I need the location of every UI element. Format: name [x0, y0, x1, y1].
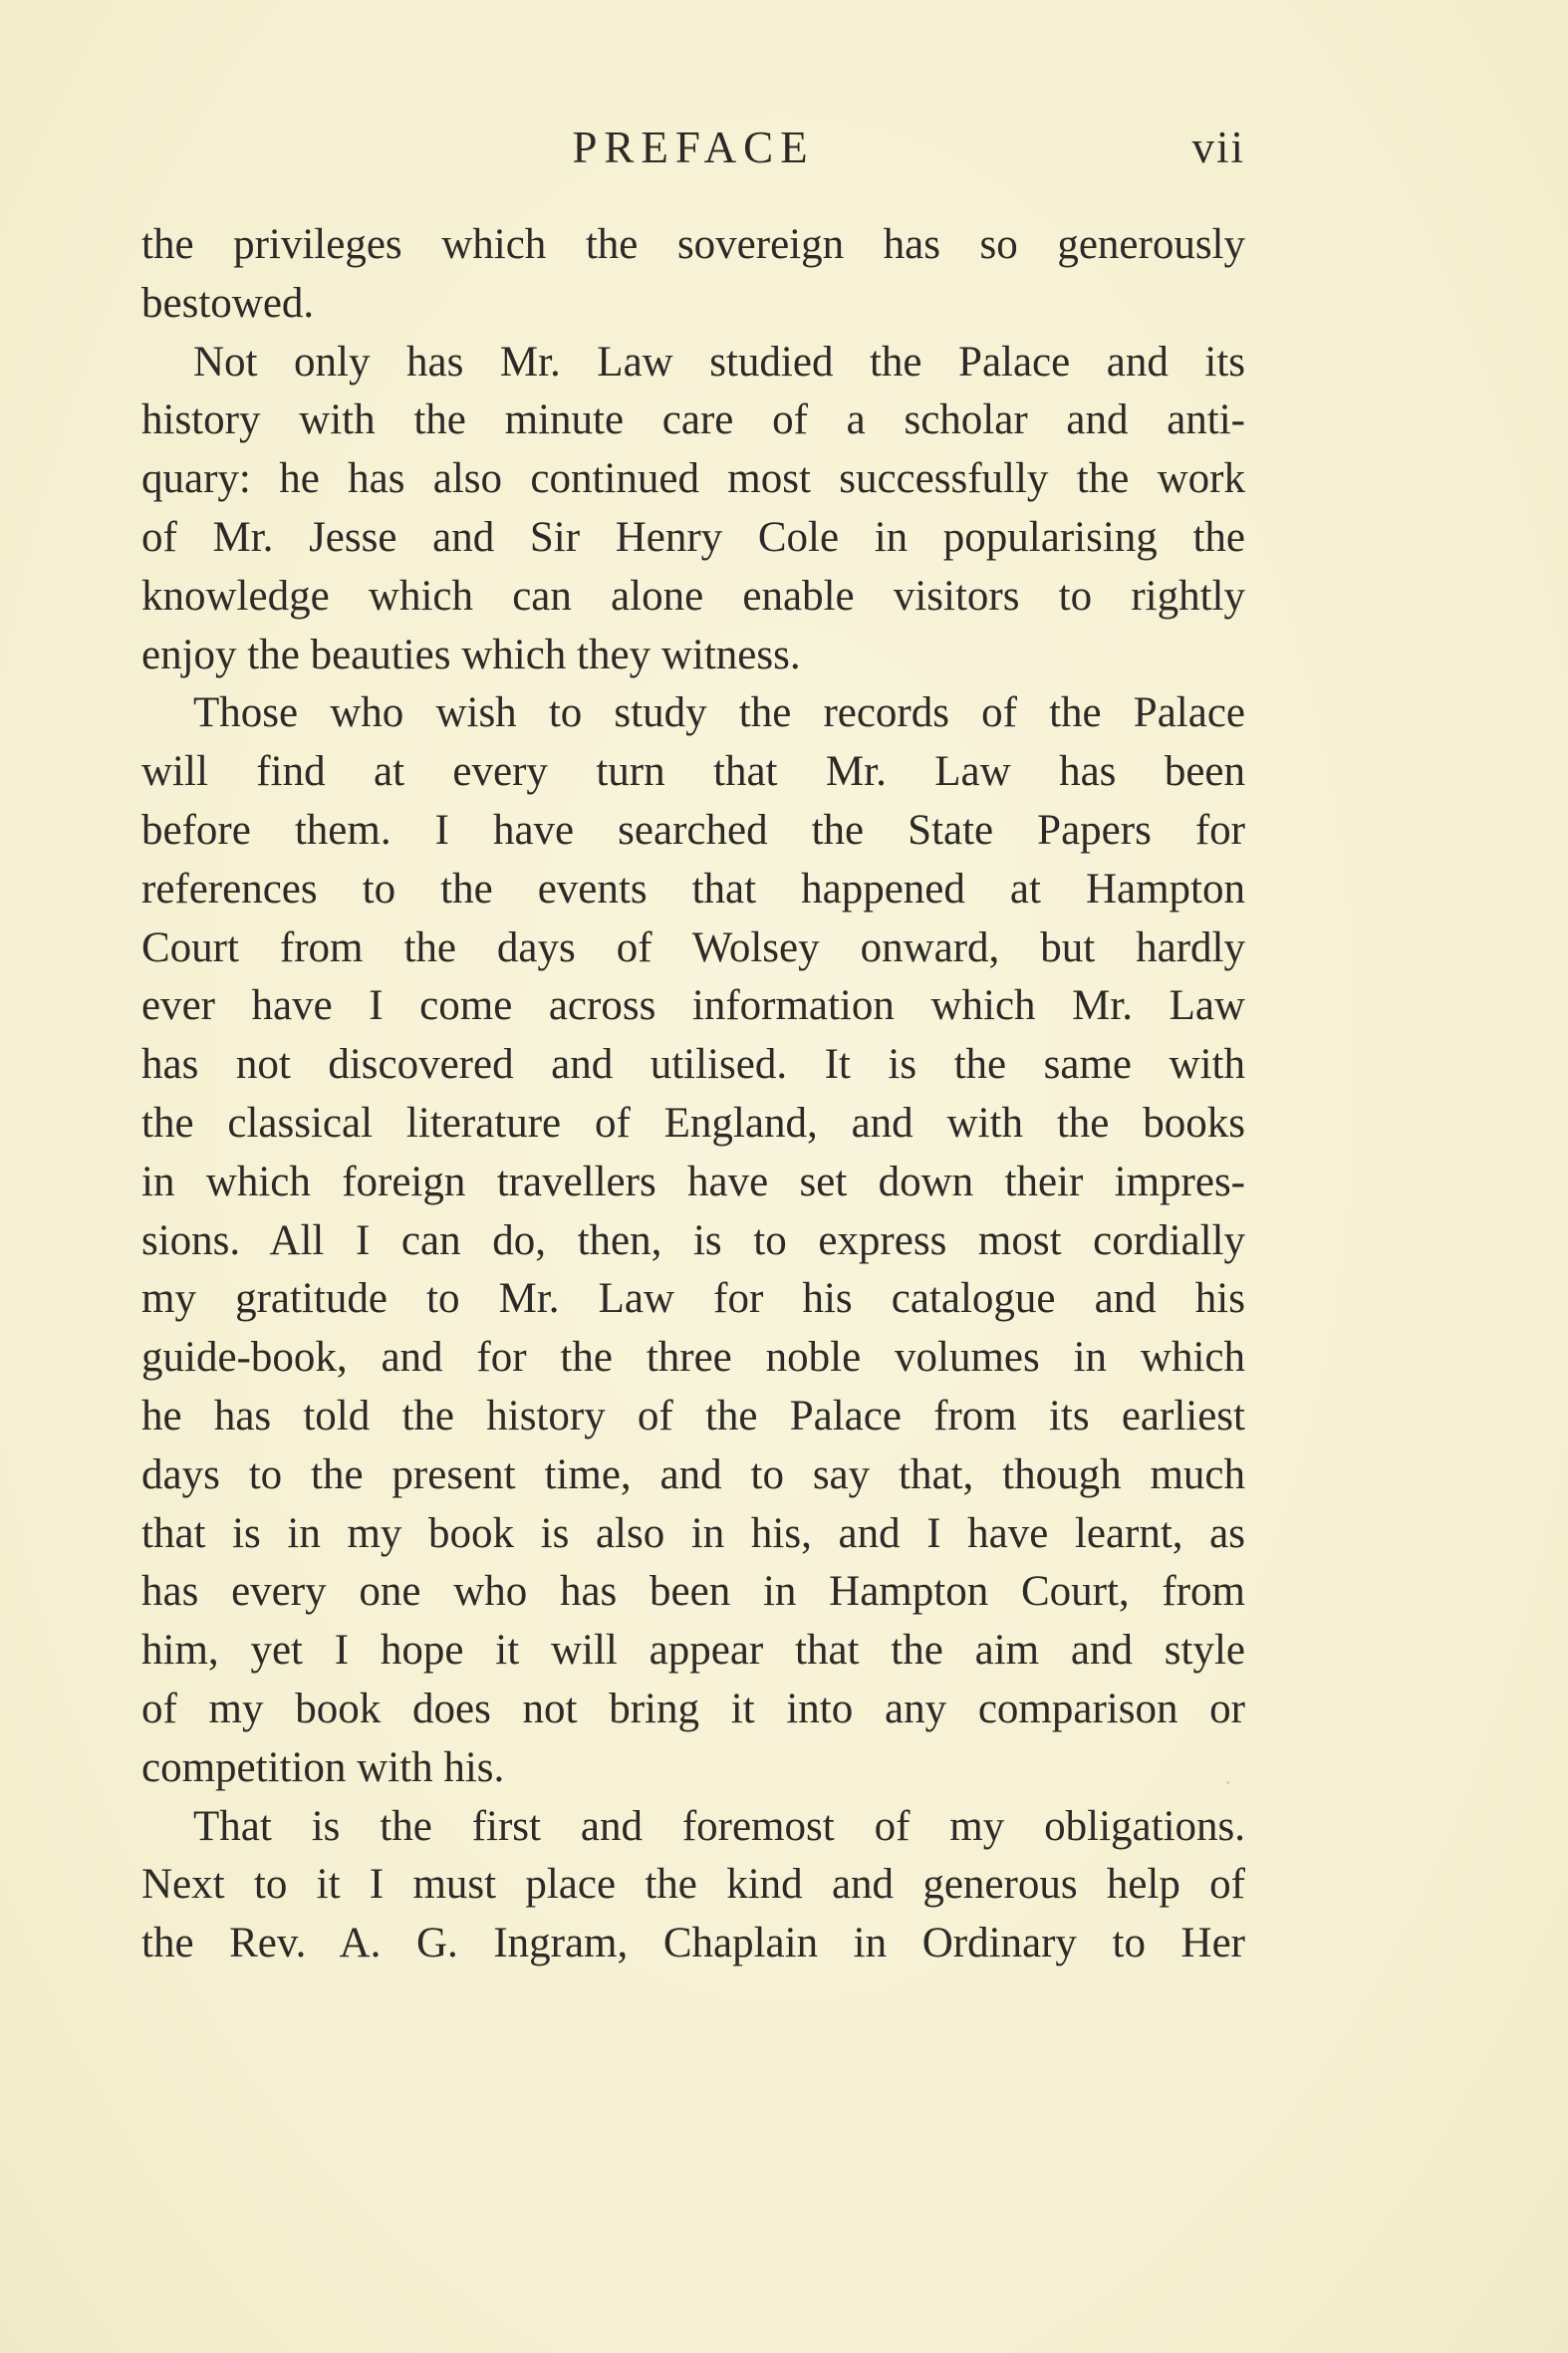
page-header — [141, 118, 1245, 177]
text-line: in which foreign travellers have set down their impres- — [141, 1158, 1245, 1205]
text-line: of Mr. Jesse and Sir Henry Cole in popularising the — [141, 513, 1245, 561]
text-line: references to the events that happened at Hampton — [141, 865, 1245, 913]
text-line: sions. All I can do, then, is to express most cordially — [141, 1216, 1245, 1264]
text-line: will find at every turn that Mr. Law has been — [141, 748, 1245, 796]
page-number: vii — [1191, 123, 1245, 172]
text-line: he has told the history of the Palace from its earliest — [141, 1392, 1245, 1439]
text-line: my gratitude to Mr. Law for his catalogue and his — [141, 1275, 1245, 1323]
body-text — [141, 216, 1245, 1973]
text-line: Next to it I must place the kind and generous help of — [141, 1861, 1245, 1909]
text-line: has every one who has been in Hampton Court, from — [141, 1568, 1245, 1616]
text-line: quary: he has also continued most successfully the work — [141, 455, 1245, 503]
text-line: of my book does not bring it into any comparison or — [141, 1685, 1245, 1732]
text-line: Court from the days of Wolsey onward, but hardly — [141, 923, 1245, 971]
text-line: ever have I come across information which Mr. Law — [141, 982, 1245, 1030]
text-line: history with the minute care of a scholar and anti- — [141, 396, 1245, 444]
text-line: competition with his. — [141, 1743, 505, 1791]
text-line: the classical literature of England, and with the books — [141, 1099, 1245, 1147]
text-line: guide-book, and for the three noble volumes in which — [141, 1334, 1245, 1382]
text-line: enjoy the beauties which they witness. — [141, 631, 801, 678]
text-line: days to the present time, and to say that, though much — [141, 1450, 1245, 1498]
paper-speck — [1226, 1781, 1229, 1784]
text-line: before them. I have searched the State Papers for — [141, 806, 1245, 854]
text-line: that is in my book is also in his, and I have learnt, as — [141, 1509, 1245, 1557]
text-line: has not discovered and utilised. It is the same with — [141, 1041, 1245, 1089]
text-line: him, yet I hope it will appear that the aim and style — [141, 1627, 1245, 1675]
text-line: Not only has Mr. Law studied the Palace and its — [193, 338, 1245, 386]
text-line: knowledge which can alone enable visitors to rightly — [141, 572, 1245, 620]
text-line: Those who wish to study the records of the Palace — [193, 689, 1245, 737]
text-line: the Rev. A. G. Ingram, Chaplain in Ordinary to Her — [141, 1920, 1245, 1967]
text-line: bestowed. — [141, 279, 315, 327]
text-line: That is the first and foremost of my obligations. — [193, 1802, 1245, 1850]
text-line: the privileges which the sovereign has so generously — [141, 221, 1245, 268]
running-title: PREFACE — [572, 123, 815, 172]
